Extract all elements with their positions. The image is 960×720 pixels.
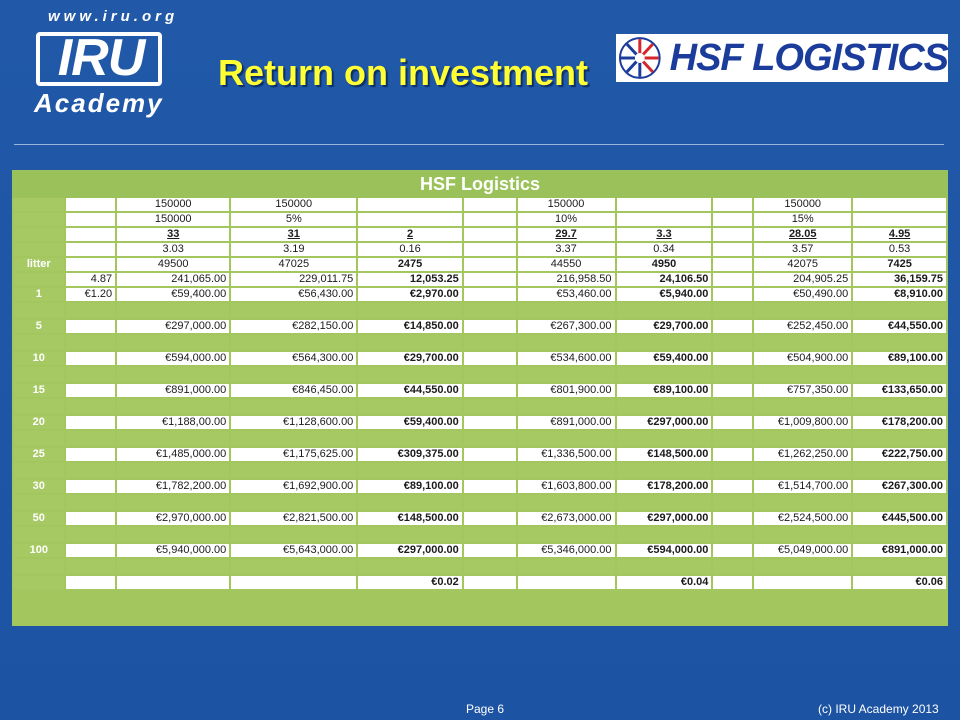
table-cell: 3.03 bbox=[117, 243, 229, 256]
table-cell bbox=[66, 258, 116, 271]
row-header-cell: 100 bbox=[14, 544, 64, 557]
table-cell: €29,700.00 bbox=[358, 352, 461, 365]
table-cell: €1,782,200.00 bbox=[117, 480, 229, 493]
copyright: (c) IRU Academy 2013 bbox=[818, 702, 939, 716]
table-cell: 0.16 bbox=[358, 243, 461, 256]
table-cell bbox=[66, 576, 116, 589]
table-cell: €309,375.00 bbox=[358, 448, 461, 461]
table-cell: €267,300.00 bbox=[853, 480, 946, 493]
table-cell: €0.06 bbox=[853, 576, 946, 589]
table-cell bbox=[66, 416, 116, 429]
table-cell bbox=[464, 258, 516, 271]
table-cell: 42075 bbox=[754, 258, 851, 271]
hsf-logo bbox=[616, 34, 948, 82]
table-cell: 28.05 bbox=[754, 228, 851, 241]
table-cell: €53,460.00 bbox=[518, 288, 615, 301]
table-cell bbox=[66, 480, 116, 493]
spacer-row bbox=[14, 431, 946, 446]
table-cell: €0.02 bbox=[358, 576, 461, 589]
table-cell bbox=[464, 228, 516, 241]
table-cell: €5,940,000.00 bbox=[117, 544, 229, 557]
table-cell bbox=[713, 448, 752, 461]
table-cell bbox=[754, 576, 851, 589]
table-cell: €846,450.00 bbox=[231, 384, 356, 397]
table-cell bbox=[464, 352, 516, 365]
table-cell: 5% bbox=[231, 213, 356, 226]
table-cell bbox=[117, 576, 229, 589]
table-cell: €2,524,500.00 bbox=[754, 512, 851, 525]
table-cell bbox=[66, 198, 116, 211]
table-cell bbox=[464, 213, 516, 226]
table-cell: €282,150.00 bbox=[231, 320, 356, 333]
table-row bbox=[14, 512, 946, 525]
table-row bbox=[14, 258, 946, 271]
table-row bbox=[14, 416, 946, 429]
table-cell: €891,000.00 bbox=[518, 416, 615, 429]
table-cell bbox=[713, 213, 752, 226]
table-row bbox=[14, 320, 946, 333]
spacer-row bbox=[14, 399, 946, 414]
table-cell: €1,485,000.00 bbox=[117, 448, 229, 461]
iru-logo: IRU bbox=[57, 29, 145, 87]
table-row bbox=[14, 288, 946, 301]
table-cell: €297,000.00 bbox=[617, 512, 712, 525]
table-cell bbox=[66, 228, 116, 241]
table-cell bbox=[464, 512, 516, 525]
table-cell: 229,011.75 bbox=[231, 273, 356, 286]
roi-table bbox=[12, 196, 948, 591]
table-cell: €1,603,800.00 bbox=[518, 480, 615, 493]
table-cell: €44,550.00 bbox=[358, 384, 461, 397]
table-cell: €504,900.00 bbox=[754, 352, 851, 365]
table-cell bbox=[66, 544, 116, 557]
table-cell: €50,490.00 bbox=[754, 288, 851, 301]
table-cell: €534,600.00 bbox=[518, 352, 615, 365]
table-cell bbox=[464, 288, 516, 301]
spacer-row bbox=[14, 559, 946, 574]
spacer-row bbox=[14, 303, 946, 318]
row-header-cell: 30 bbox=[14, 480, 64, 493]
table-cell: 0.53 bbox=[853, 243, 946, 256]
table-cell bbox=[66, 352, 116, 365]
table-cell bbox=[464, 448, 516, 461]
table-cell bbox=[713, 198, 752, 211]
table-cell: €148,500.00 bbox=[358, 512, 461, 525]
table-cell: €8,910.00 bbox=[853, 288, 946, 301]
table-cell bbox=[464, 544, 516, 557]
table-cell bbox=[713, 258, 752, 271]
table-cell bbox=[464, 416, 516, 429]
table-cell: €59,400.00 bbox=[117, 288, 229, 301]
table-cell bbox=[518, 576, 615, 589]
spacer-row bbox=[14, 367, 946, 382]
table-cell: €2,970,000.00 bbox=[117, 512, 229, 525]
table-cell bbox=[713, 273, 752, 286]
table-cell bbox=[464, 243, 516, 256]
page-title: Return on investment bbox=[218, 52, 589, 93]
table-cell bbox=[713, 544, 752, 557]
row-header-cell: 1 bbox=[14, 288, 64, 301]
spacer-row bbox=[14, 463, 946, 478]
table-cell: €0.04 bbox=[617, 576, 712, 589]
table-cell: 3.3 bbox=[617, 228, 712, 241]
table-cell: €1,188,00.00 bbox=[117, 416, 229, 429]
table-row bbox=[14, 352, 946, 365]
table-cell: 3.19 bbox=[231, 243, 356, 256]
table-cell bbox=[464, 576, 516, 589]
table-cell bbox=[464, 198, 516, 211]
table-cell bbox=[464, 320, 516, 333]
table-cell bbox=[464, 480, 516, 493]
table-cell: 4950 bbox=[617, 258, 712, 271]
table-cell: €297,000.00 bbox=[358, 544, 461, 557]
table-cell: €1,128,600.00 bbox=[231, 416, 356, 429]
table-cell bbox=[713, 228, 752, 241]
table-row bbox=[14, 213, 946, 226]
table-cell bbox=[617, 213, 712, 226]
row-header-cell: 5 bbox=[14, 320, 64, 333]
table-cell: €594,000.00 bbox=[617, 544, 712, 557]
table-cell: 15% bbox=[754, 213, 851, 226]
table-cell: €89,100.00 bbox=[617, 384, 712, 397]
table-cell: €1.20 bbox=[66, 288, 116, 301]
table-cell bbox=[713, 576, 752, 589]
table-cell bbox=[66, 448, 116, 461]
table-cell: €178,200.00 bbox=[853, 416, 946, 429]
table-cell: €445,500.00 bbox=[853, 512, 946, 525]
table-cell bbox=[713, 320, 752, 333]
row-header-cell: litter bbox=[14, 258, 64, 271]
table-cell: 49500 bbox=[117, 258, 229, 271]
table-cell: €891,000.00 bbox=[853, 544, 946, 557]
row-header-cell bbox=[14, 576, 64, 589]
table-cell: 150000 bbox=[117, 213, 229, 226]
table-cell bbox=[66, 320, 116, 333]
table-row bbox=[14, 198, 946, 211]
table-cell: €5,940.00 bbox=[617, 288, 712, 301]
row-header-cell: 10 bbox=[14, 352, 64, 365]
table-row bbox=[14, 384, 946, 397]
table-cell: €1,336,500.00 bbox=[518, 448, 615, 461]
row-header-cell: 20 bbox=[14, 416, 64, 429]
row-header-cell: 15 bbox=[14, 384, 64, 397]
table-cell bbox=[853, 213, 946, 226]
table-cell bbox=[464, 384, 516, 397]
table-cell: €757,350.00 bbox=[754, 384, 851, 397]
table-row bbox=[14, 576, 946, 589]
hsf-globe-icon bbox=[618, 36, 662, 80]
table-row bbox=[14, 273, 946, 286]
table-cell: 3.37 bbox=[518, 243, 615, 256]
table-cell bbox=[713, 512, 752, 525]
table-title: HSF Logistics bbox=[12, 170, 948, 198]
table-cell: 10% bbox=[518, 213, 615, 226]
table-cell: 24,106.50 bbox=[617, 273, 712, 286]
table-cell: 4.95 bbox=[853, 228, 946, 241]
table-cell bbox=[713, 352, 752, 365]
table-row bbox=[14, 243, 946, 256]
table-cell: 7425 bbox=[853, 258, 946, 271]
table-cell bbox=[66, 213, 116, 226]
table-cell: €1,175,625.00 bbox=[231, 448, 356, 461]
table-cell: €178,200.00 bbox=[617, 480, 712, 493]
table-cell: 12,053.25 bbox=[358, 273, 461, 286]
table-cell: 2475 bbox=[358, 258, 461, 271]
table-row bbox=[14, 228, 946, 241]
table-cell: €267,300.00 bbox=[518, 320, 615, 333]
roi-table-panel bbox=[12, 170, 948, 626]
table-cell: €2,673,000.00 bbox=[518, 512, 615, 525]
table-cell: €801,900.00 bbox=[518, 384, 615, 397]
row-header-cell bbox=[14, 213, 64, 226]
page-number: Page 6 bbox=[466, 702, 505, 716]
table-cell: 150000 bbox=[231, 198, 356, 211]
spacer-row bbox=[14, 495, 946, 510]
table-cell: €59,400.00 bbox=[617, 352, 712, 365]
table-cell: €133,650.00 bbox=[853, 384, 946, 397]
table-cell bbox=[231, 576, 356, 589]
row-header-cell bbox=[14, 198, 64, 211]
table-cell bbox=[66, 243, 116, 256]
table-cell: €29,700.00 bbox=[617, 320, 712, 333]
table-cell bbox=[358, 213, 461, 226]
table-cell: €59,400.00 bbox=[358, 416, 461, 429]
table-cell bbox=[66, 384, 116, 397]
table-cell: 150000 bbox=[754, 198, 851, 211]
table-cell bbox=[853, 198, 946, 211]
table-cell: 150000 bbox=[117, 198, 229, 211]
table-cell: 3.57 bbox=[754, 243, 851, 256]
table-cell: €564,300.00 bbox=[231, 352, 356, 365]
table-cell: €2,821,500.00 bbox=[231, 512, 356, 525]
table-cell: 47025 bbox=[231, 258, 356, 271]
table-cell: €1,262,250.00 bbox=[754, 448, 851, 461]
table-cell: €56,430.00 bbox=[231, 288, 356, 301]
table-cell: 31 bbox=[231, 228, 356, 241]
table-cell: 216,958.50 bbox=[518, 273, 615, 286]
table-cell: €297,000.00 bbox=[617, 416, 712, 429]
hsf-logo-text: HSF LOGISTICS bbox=[669, 36, 948, 79]
table-cell: €2,970.00 bbox=[358, 288, 461, 301]
row-header-cell bbox=[14, 228, 64, 241]
table-cell: 44550 bbox=[518, 258, 615, 271]
row-header-cell bbox=[14, 243, 64, 256]
table-cell: 4.87 bbox=[66, 273, 116, 286]
table-cell bbox=[358, 198, 461, 211]
row-header-cell bbox=[14, 273, 64, 286]
table-cell: 0.34 bbox=[617, 243, 712, 256]
table-cell: €5,346,000.00 bbox=[518, 544, 615, 557]
table-cell bbox=[66, 512, 116, 525]
table-cell: €297,000.00 bbox=[117, 320, 229, 333]
table-cell: 29.7 bbox=[518, 228, 615, 241]
table-row bbox=[14, 448, 946, 461]
table-cell bbox=[713, 416, 752, 429]
iru-academy: Academy bbox=[34, 88, 164, 118]
table-cell: €252,450.00 bbox=[754, 320, 851, 333]
table-cell: €594,000.00 bbox=[117, 352, 229, 365]
table-cell: 241,065.00 bbox=[117, 273, 229, 286]
table-cell: €89,100.00 bbox=[358, 480, 461, 493]
table-cell: €148,500.00 bbox=[617, 448, 712, 461]
table-cell: €222,750.00 bbox=[853, 448, 946, 461]
table-cell bbox=[617, 198, 712, 211]
table-cell: €5,643,000.00 bbox=[231, 544, 356, 557]
table-cell: €1,009,800.00 bbox=[754, 416, 851, 429]
table-cell: €14,850.00 bbox=[358, 320, 461, 333]
table-cell bbox=[713, 384, 752, 397]
table-cell: €44,550.00 bbox=[853, 320, 946, 333]
table-cell bbox=[713, 288, 752, 301]
table-cell: 150000 bbox=[518, 198, 615, 211]
table-cell bbox=[713, 243, 752, 256]
table-cell: 204,905.25 bbox=[754, 273, 851, 286]
row-header-cell: 50 bbox=[14, 512, 64, 525]
table-cell: €1,692,900.00 bbox=[231, 480, 356, 493]
table-cell: €1,514,700.00 bbox=[754, 480, 851, 493]
table-cell: €89,100.00 bbox=[853, 352, 946, 365]
spacer-row bbox=[14, 527, 946, 542]
table-cell bbox=[713, 480, 752, 493]
iru-url: www.iru.org bbox=[48, 8, 179, 25]
table-cell: €5,049,000.00 bbox=[754, 544, 851, 557]
row-header-cell: 25 bbox=[14, 448, 64, 461]
table-cell: 2 bbox=[358, 228, 461, 241]
table-cell: €891,000.00 bbox=[117, 384, 229, 397]
table-cell: 36,159.75 bbox=[853, 273, 946, 286]
table-cell bbox=[464, 273, 516, 286]
table-cell: 33 bbox=[117, 228, 229, 241]
header-divider bbox=[14, 144, 944, 145]
table-row bbox=[14, 480, 946, 493]
table-row bbox=[14, 544, 946, 557]
spacer-row bbox=[14, 335, 946, 350]
